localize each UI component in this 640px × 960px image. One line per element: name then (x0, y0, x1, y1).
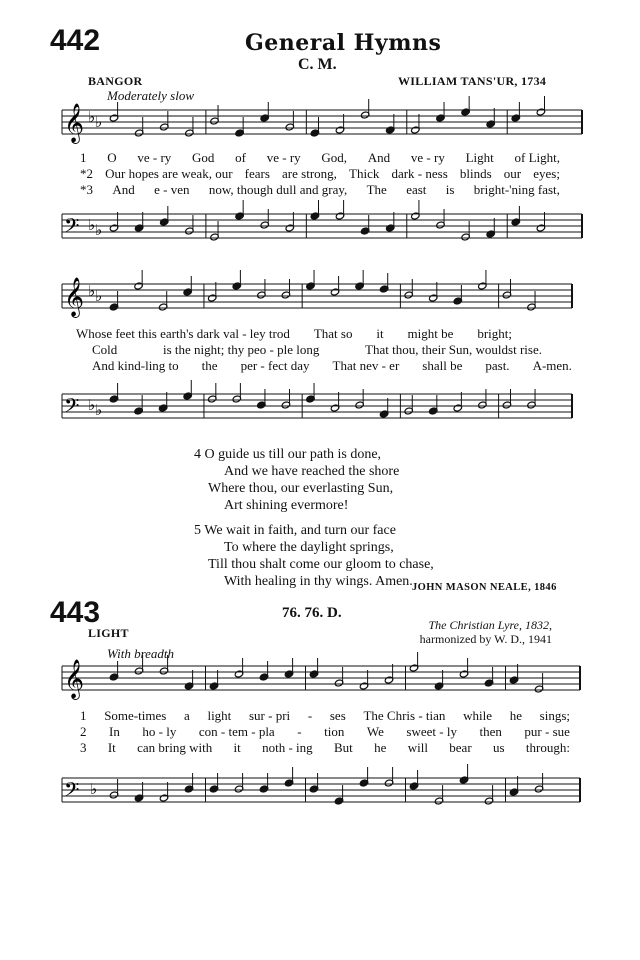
lyric-syllable: That nev - er (332, 358, 400, 373)
lyric-syllable: sur - pri (248, 708, 291, 723)
lyric-syllable: The Chris - tian (363, 708, 446, 723)
lyric-syllable: Cold (92, 342, 118, 357)
lyric-syllable: sings; (539, 708, 570, 723)
lyric-line (80, 166, 560, 182)
flat-icon: ♭ (88, 396, 96, 414)
tune-source (360, 618, 552, 646)
lyric-syllable: he (509, 708, 522, 723)
flat-icon: ♭ (95, 113, 103, 131)
lyric-syllable: e - ven (154, 182, 190, 197)
lyric-syllable: blinds (459, 166, 492, 181)
lyric-syllable: noth - ing (262, 740, 313, 755)
lyric-syllable: *3 (80, 182, 93, 197)
verse-line: Where thou, our everlasting Sun, (208, 481, 394, 496)
lyric-syllable: is (445, 182, 455, 197)
source-line: The Christian Lyre, 1832, (428, 618, 552, 632)
tempo-marking: With breadth (107, 646, 175, 661)
lyric-line (80, 740, 570, 756)
lyric-syllable: And (112, 182, 135, 197)
verse-line: Till thou shalt come our gloom to chase, (208, 557, 434, 572)
flat-icon: ♭ (95, 401, 103, 419)
source-line: harmonized by W. D., 1941 (419, 632, 552, 646)
lyric-syllable: God, (321, 150, 348, 165)
lyric-syllable: The (366, 182, 387, 197)
lyric-syllable: are strong, (282, 166, 337, 181)
lyric-line (80, 708, 570, 724)
lyric-line (80, 724, 570, 740)
verse-line: To where the daylight springs, (224, 540, 394, 555)
lyric-syllable: now, though dull and gray, (208, 182, 348, 197)
meter: 76. 76. D. (282, 605, 342, 621)
lyric-line (76, 358, 572, 374)
lyric-syllable: pur - sue (524, 724, 570, 739)
flat-icon: ♭ (88, 108, 96, 126)
lyric-syllable: ve - ry (410, 150, 445, 165)
lyric-syllable: ve - ry (266, 150, 301, 165)
lyric-syllable: bright; (477, 326, 512, 341)
lyric-syllable: east (406, 182, 427, 197)
lyric-syllable: fears (244, 166, 270, 181)
lyric-syllable: bear (449, 740, 472, 755)
lyric-syllable: light (207, 708, 232, 723)
tempo-marking: Moderately slow (107, 88, 195, 103)
lyric-syllable: of (235, 150, 246, 165)
lyric-syllable: That so (313, 326, 353, 341)
lyric-syllable: And (367, 150, 391, 165)
lyric-syllable: In (109, 724, 120, 739)
notes-treble-2 (109, 270, 536, 311)
lyric-syllable: of Light, (514, 150, 560, 165)
lyric-syllable: It (107, 740, 116, 755)
treble-clef-icon: 𝄞 (64, 103, 85, 143)
treble-clef-icon: 𝄞 (64, 277, 85, 317)
lyric-syllable: And kind-ling to (92, 358, 179, 373)
bass-clef-icon: 𝄢 (64, 778, 80, 806)
lyric-syllable: bright-'ning fast, (473, 182, 560, 197)
lyric-syllable: Whose feet this earth's dark val - ley trod (76, 326, 290, 341)
verse-line: 5 We wait in faith, and turn our face (194, 523, 396, 538)
lyric-syllable: a (183, 708, 190, 723)
lyric-syllable: But (333, 740, 353, 755)
treble-staff-system-2 (62, 277, 572, 317)
flat-icon: ♭ (88, 282, 96, 300)
bass-staff-system-2 (62, 392, 572, 422)
lyric-syllable: it (376, 326, 384, 341)
lyric-syllable: O (107, 150, 117, 165)
lyric-line (76, 326, 572, 342)
verse-4 (194, 446, 399, 514)
lyric-syllable: - (297, 724, 302, 739)
lyric-line (80, 182, 560, 198)
flat-icon: ♭ (90, 780, 98, 798)
notes-bass-443 (109, 764, 543, 805)
notes-bass-1 (109, 200, 545, 241)
lyric-syllable: dark - ness (391, 166, 448, 181)
text-author: JOHN MASON NEALE, 1846 (412, 582, 557, 593)
lyric-syllable: Light (465, 150, 494, 165)
meter: C. M. (298, 56, 337, 73)
verse-5 (194, 522, 434, 590)
hymn-number: 442 (50, 24, 101, 57)
tune-name: LIGHT (88, 626, 129, 640)
lyric-syllable: ve - ry (137, 150, 172, 165)
verse-line: And we have reached the shore (224, 464, 400, 479)
section-title: General Hymns (245, 30, 442, 56)
lyric-syllable: is the night; thy peo - ple long (163, 342, 320, 357)
lyric-syllable: A-men. (532, 358, 572, 373)
lyric-syllable: might be (407, 326, 454, 341)
lyric-syllable: shall be (422, 358, 463, 373)
lyric-syllable: can bring with (137, 740, 213, 755)
flat-icon: ♭ (88, 216, 96, 234)
lyric-syllable: will (407, 740, 428, 755)
tune-name: BANGOR (88, 74, 143, 88)
treble-staff-443 (62, 659, 580, 699)
verse-line: With healing in thy wings. Amen. (224, 574, 413, 589)
lyric-syllable: - (307, 708, 313, 723)
treble-clef-icon: 𝄞 (64, 659, 85, 699)
verse-line: Art shining evermore! (224, 498, 349, 513)
lyric-syllable: us (492, 740, 505, 755)
composer: WILLIAM TANS'UR, 1734 (398, 74, 547, 88)
lyrics-442-system-2 (76, 326, 572, 374)
flat-icon: ♭ (95, 287, 103, 305)
lyric-syllable: it (233, 740, 241, 755)
lyric-syllable: then (479, 724, 502, 739)
bass-staff-443 (62, 776, 580, 806)
verse-line: 4 O guide us till our path is done, (194, 447, 382, 462)
lyric-syllable: 2 (80, 724, 87, 739)
lyric-line (80, 150, 560, 166)
lyric-syllable: sweet - ly (406, 724, 457, 739)
lyric-syllable: he (374, 740, 387, 755)
lyric-syllable: ho - ly (142, 724, 177, 739)
lyric-syllable: ses (329, 708, 346, 723)
flat-icon: ♭ (95, 221, 103, 239)
lyric-syllable: Some-times (104, 708, 167, 723)
lyric-syllable: the (201, 358, 218, 373)
lyric-syllable: That thou, their Sun, wouldst rise. (365, 342, 542, 357)
lyric-syllable: *2 (80, 166, 93, 181)
bass-clef-icon: 𝄢 (64, 214, 80, 242)
lyric-syllable: con - tem - pla (198, 724, 275, 739)
lyric-syllable: our (503, 166, 522, 181)
lyric-syllable: Our hopes are weak, our (105, 166, 233, 181)
lyric-syllable: tion (324, 724, 345, 739)
lyric-line (76, 342, 572, 358)
lyric-syllable: Thick (349, 166, 380, 181)
hymn-number: 443 (50, 596, 101, 629)
lyrics-442-system-1 (80, 150, 560, 198)
treble-staff-system-1 (62, 103, 582, 143)
lyric-syllable: eyes; (533, 166, 560, 181)
lyric-syllable: 3 (80, 740, 87, 755)
lyric-syllable: through: (525, 740, 570, 755)
lyric-syllable: while (463, 708, 492, 723)
lyric-syllable: 1 (80, 708, 87, 723)
bass-clef-icon: 𝄢 (64, 394, 80, 422)
notes-treble-443 (109, 652, 543, 693)
lyric-syllable: God (192, 150, 215, 165)
bass-staff-system-1 (62, 212, 582, 242)
lyric-syllable: We (366, 724, 384, 739)
lyric-syllable: 1 (80, 150, 87, 165)
lyrics-443 (80, 708, 570, 756)
lyric-syllable: per - fect day (240, 358, 310, 373)
lyric-syllable: past. (485, 358, 510, 373)
